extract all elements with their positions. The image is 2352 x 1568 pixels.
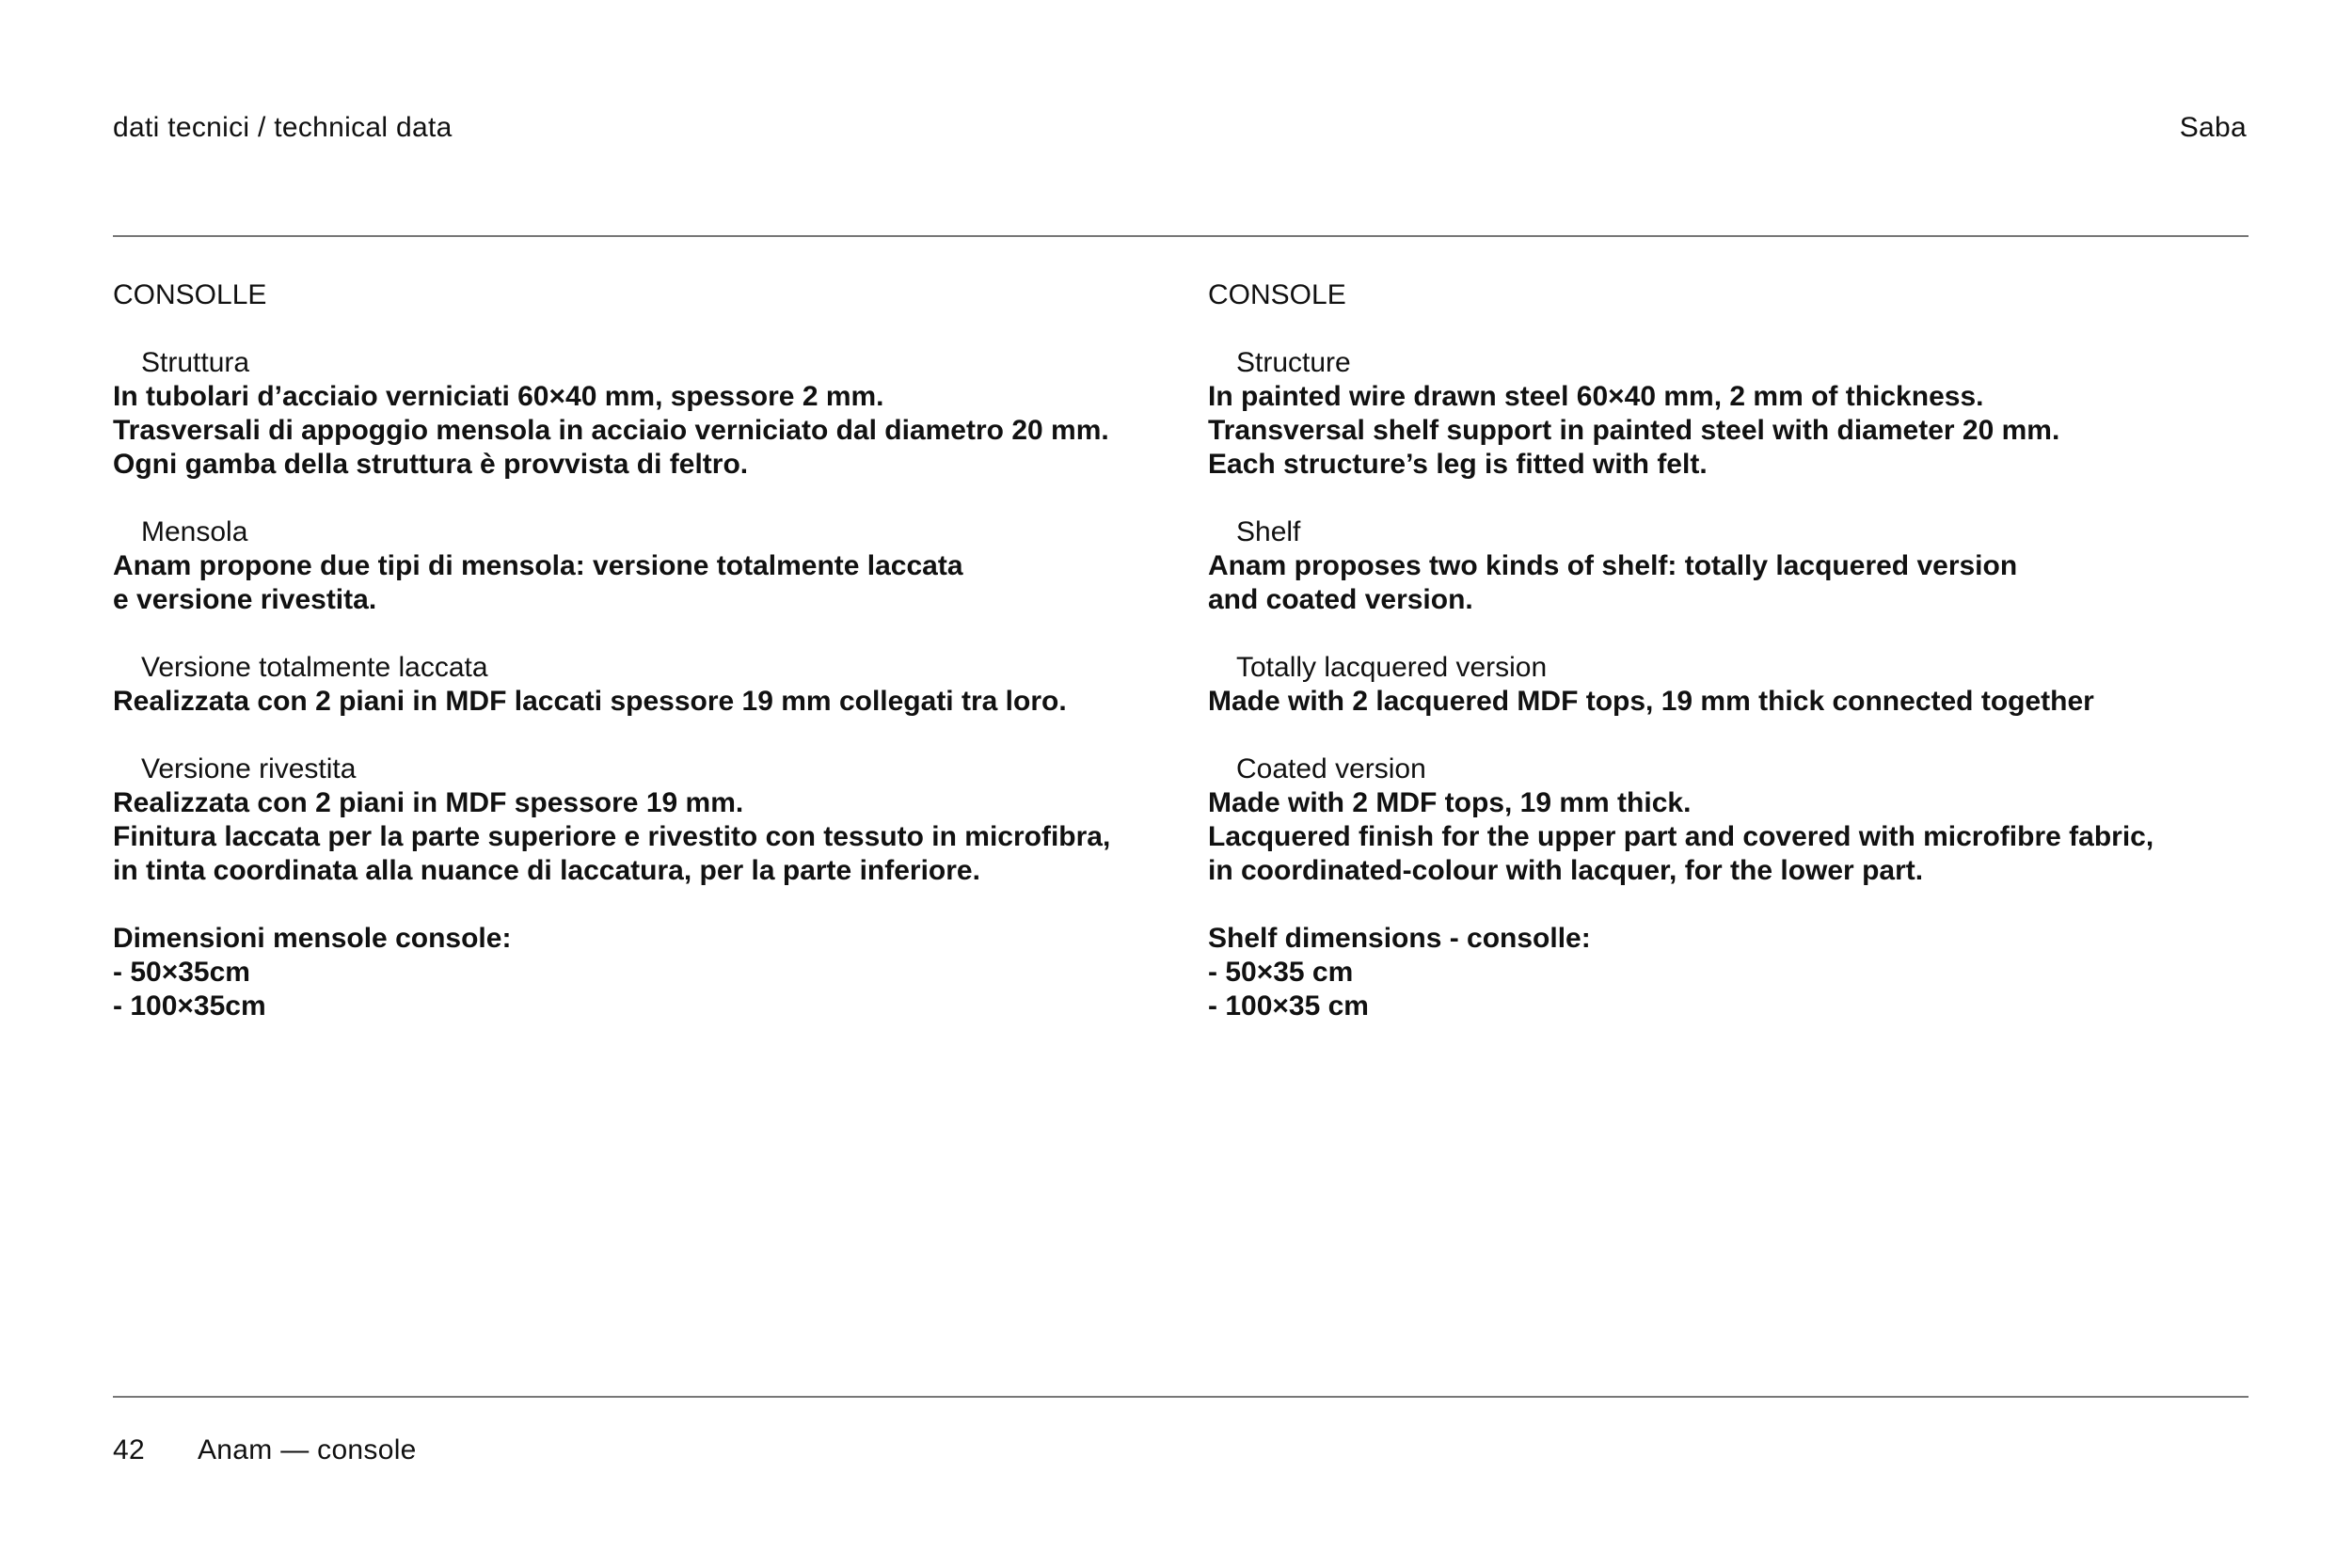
section-heading: Mensola	[141, 516, 248, 547]
footer	[113, 1433, 417, 1467]
section-line: Made with 2 MDF tops, 19 mm thick.	[1208, 787, 1692, 818]
section-line: Made with 2 lacquered MDF tops, 19 mm thick connected together	[1208, 686, 2094, 717]
english-title: CONSOLE	[1208, 279, 1346, 310]
dimension-item: - 100×35cm	[113, 990, 266, 1022]
italian-section-coated	[113, 752, 1110, 888]
section-line: In tubolari d’acciaio verniciati 60×40 mm, spessore 2 mm.	[113, 381, 884, 412]
english-section-coated	[1208, 752, 2205, 888]
section-heading: Struttura	[141, 347, 250, 378]
section-line: Trasversali di appoggio mensola in acciaio verniciato dal diametro 20 mm.	[113, 415, 1109, 446]
dimension-item: - 100×35 cm	[1208, 990, 1369, 1022]
section-heading: Structure	[1236, 347, 1351, 378]
english-section-lacquered	[1208, 651, 2205, 719]
bottom-divider	[113, 1396, 2249, 1398]
dimension-item: - 50×35 cm	[1208, 957, 1354, 988]
english-column	[1208, 278, 2205, 1023]
section-line: In painted wire drawn steel 60×40 mm, 2 mm of thickness.	[1208, 381, 1984, 412]
section-heading: Coated version	[1236, 753, 1426, 784]
english-section-shelf	[1208, 515, 2205, 617]
dimensions-label: Dimensioni mensole console:	[113, 923, 512, 954]
section-heading: Versione totalmente laccata	[141, 652, 488, 683]
section-heading: Versione rivestita	[141, 753, 357, 784]
section-line: Anam propone due tipi di mensola: versione totalmente laccata	[113, 550, 963, 581]
section-heading: Totally lacquered version	[1236, 652, 1548, 683]
page-number: 42	[113, 1434, 145, 1465]
dimensions-label: Shelf dimensions - consolle:	[1208, 923, 1591, 954]
section-heading: Shelf	[1236, 516, 1301, 547]
section-line: Transversal shelf support in painted steel with diameter 20 mm.	[1208, 415, 2060, 446]
english-section-structure	[1208, 346, 2205, 482]
footer-label: Anam — console	[198, 1434, 417, 1465]
section-line: in tinta coordinata alla nuance di laccatura, per la parte inferiore.	[113, 855, 980, 886]
section-line: e versione rivestita.	[113, 584, 377, 615]
section-line: Each structure’s leg is fitted with felt.	[1208, 449, 1708, 480]
top-divider	[113, 235, 2249, 237]
section-line: Finitura laccata per la parte superiore e rivestito con tessuto in microfibra,	[113, 821, 1111, 852]
section-line: Ogni gamba della struttura è provvista di feltro.	[113, 449, 749, 480]
section-line: Realizzata con 2 piani in MDF laccati spessore 19 mm collegati tra loro.	[113, 686, 1067, 717]
header-section-label: dati tecnici / technical data	[113, 112, 453, 143]
english-dimensions	[1208, 922, 2205, 1023]
italian-section-shelf	[113, 515, 1110, 617]
italian-section-lacquered	[113, 651, 1110, 719]
header-product-name: Saba	[2179, 112, 2247, 143]
dimension-item: - 50×35cm	[113, 957, 250, 988]
section-line: Realizzata con 2 piani in MDF spessore 19 mm.	[113, 787, 744, 818]
section-line: Anam proposes two kinds of shelf: totally lacquered version	[1208, 550, 2018, 581]
italian-section-structure	[113, 346, 1110, 482]
italian-title: CONSOLLE	[113, 279, 267, 310]
section-line: in coordinated-colour with lacquer, for the lower part.	[1208, 855, 1924, 886]
section-line: Lacquered finish for the upper part and covered with microfibre fabric,	[1208, 821, 2154, 852]
section-line: and coated version.	[1208, 584, 1473, 615]
italian-column	[113, 278, 1110, 1023]
italian-dimensions	[113, 922, 1110, 1023]
